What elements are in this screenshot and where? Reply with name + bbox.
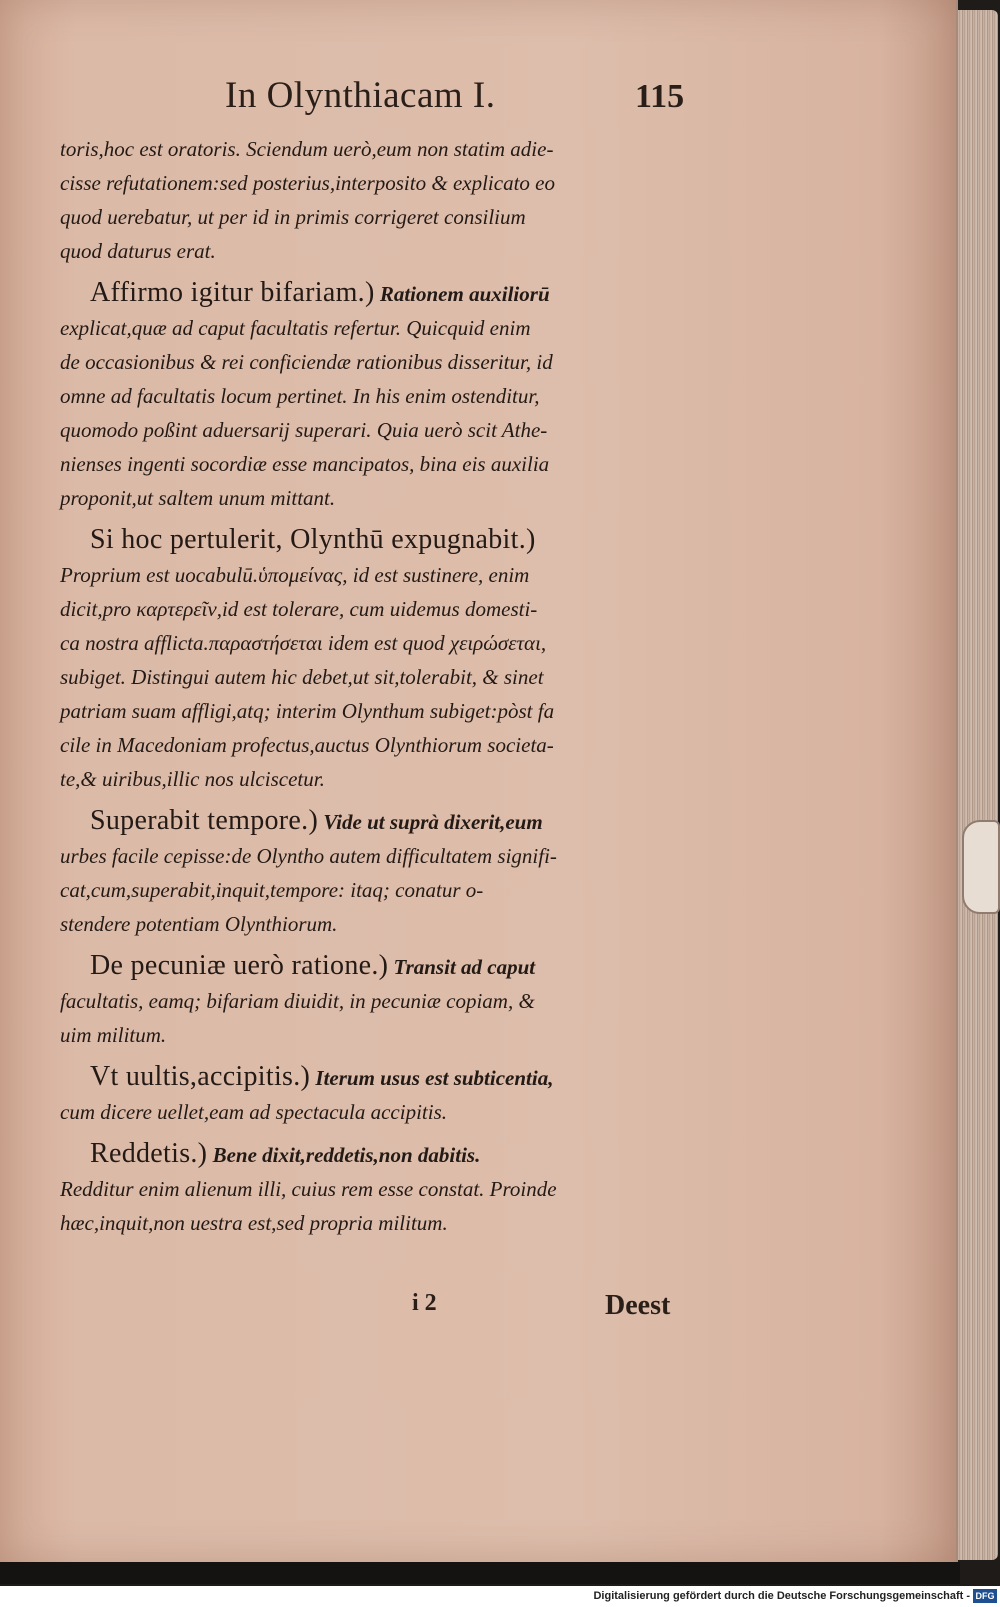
text-line: de occasionibus & rei conficiendæ rationibus disseritur, id — [60, 350, 553, 374]
lemma: Affirmo igitur bifariam.) — [90, 277, 375, 308]
text-line: Redditur enim alienum illi, cuius rem esse constat. Proinde — [60, 1177, 557, 1201]
paragraph-1 — [60, 132, 700, 268]
text-line: te,& uiribus,illic nos ulciscetur. — [60, 767, 325, 791]
paragraph-6 — [60, 1060, 700, 1129]
text-line: quomodo poßint aduersarij superari. Quia uerò scit Athe- — [60, 418, 548, 442]
text-line: proponit,ut saltem unum mittant. — [60, 486, 336, 510]
lemma: Vt uultis,accipitis.) — [90, 1061, 311, 1092]
text-line: explicat,quæ ad caput facultatis refertur. Quicquid enim — [60, 316, 531, 340]
text-line: stendere potentiam Olynthiorum. — [60, 912, 338, 936]
page-number: 115 — [635, 78, 685, 115]
text-line: uim militum. — [60, 1023, 167, 1047]
text-line: subiget. Distingui autem hic debet,ut sit,tolerabit, & sinet — [60, 665, 544, 689]
lemma-line — [60, 949, 700, 984]
signature-mark: i 2 — [412, 1290, 437, 1316]
lemma-line — [60, 804, 700, 839]
text-line: omne ad facultatis locum pertinet. In his enim ostenditur, — [60, 384, 540, 408]
lemma-line — [60, 523, 700, 558]
paragraph-5 — [60, 949, 700, 1052]
paragraph-4 — [60, 804, 700, 941]
page-header — [60, 74, 690, 124]
lemma: Reddetis.) — [90, 1138, 208, 1169]
text-line: nienses ingenti socordiæ esse mancipatos, bina eis auxilia — [60, 452, 550, 476]
text-line: hæc,inquit,non uestra est,sed propria militum. — [60, 1211, 448, 1235]
text-line: quod uerebatur, ut per id in primis corrigeret consilium — [60, 205, 526, 229]
credit-text: Digitalisierung gefördert durch die Deutsche Forschungsgemeinschaft - — [593, 1590, 970, 1602]
text-line: ca nostra afflicta.παραστήσεται idem est quod χειρώσεται, — [60, 631, 547, 655]
gloss: Transit ad caput — [388, 955, 536, 979]
dfg-logo-icon: DFG — [973, 1589, 997, 1603]
book-clip — [962, 820, 1000, 914]
gloss: Vide ut suprà dixerit,eum — [318, 810, 543, 834]
text-line: facultatis, eamq; bifariam diuidit, in pecuniæ copiam, & — [60, 989, 535, 1013]
page-body — [60, 132, 700, 1248]
running-head: In Olynthiacam I. — [225, 75, 496, 116]
gloss: Bene dixit,reddetis,non dabitis. — [207, 1143, 481, 1167]
lemma: Si hoc pertulerit, Olynthū expugnabit.) — [90, 524, 536, 555]
text-line: cisse refutationem:sed posterius,interposito & explicato eo — [60, 171, 555, 195]
paragraph-2 — [60, 276, 700, 515]
bottom-shadow — [0, 1562, 960, 1584]
page-edges — [958, 10, 998, 1560]
paragraph-3 — [60, 523, 700, 796]
text-line: dicit,pro καρτερεῖν,id est tolerare, cum uidemus domesti- — [60, 597, 538, 621]
lemma: Superabit tempore.) — [90, 805, 319, 836]
gloss: Rationem auxiliorū — [374, 282, 550, 306]
text-line: cile in Macedoniam profectus,auctus Olynthiorum societa- — [60, 733, 554, 757]
lemma: De pecuniæ uerò ratione.) — [90, 950, 389, 981]
text-line: patriam suam affligi,atq; interim Olynthum subiget:pòst fa — [60, 699, 555, 723]
catchword: Deest — [605, 1290, 671, 1321]
text-line: cat,cum,superabit,inquit,tempore: itaq; conatur o- — [60, 878, 484, 902]
text-line: Proprium est uocabulū.ὑπομείνας, id est sustinere, enim — [60, 563, 530, 587]
text-line: toris,hoc est oratoris. Sciendum uerò,eum non statim adie- — [60, 137, 554, 161]
lemma-line — [60, 1137, 700, 1172]
text-line: cum dicere uellet,eam ad spectacula accipitis. — [60, 1100, 448, 1124]
credit-bar — [0, 1586, 1000, 1607]
text-line: quod daturus erat. — [60, 239, 216, 263]
gloss: Iterum usus est subticentia, — [310, 1066, 554, 1090]
lemma-line — [60, 276, 700, 311]
text-line: urbes facile cepisse:de Olyntho autem difficultatem signifi- — [60, 844, 557, 868]
lemma-line — [60, 1060, 700, 1095]
page-footer — [60, 1290, 700, 1330]
paragraph-7 — [60, 1137, 700, 1240]
